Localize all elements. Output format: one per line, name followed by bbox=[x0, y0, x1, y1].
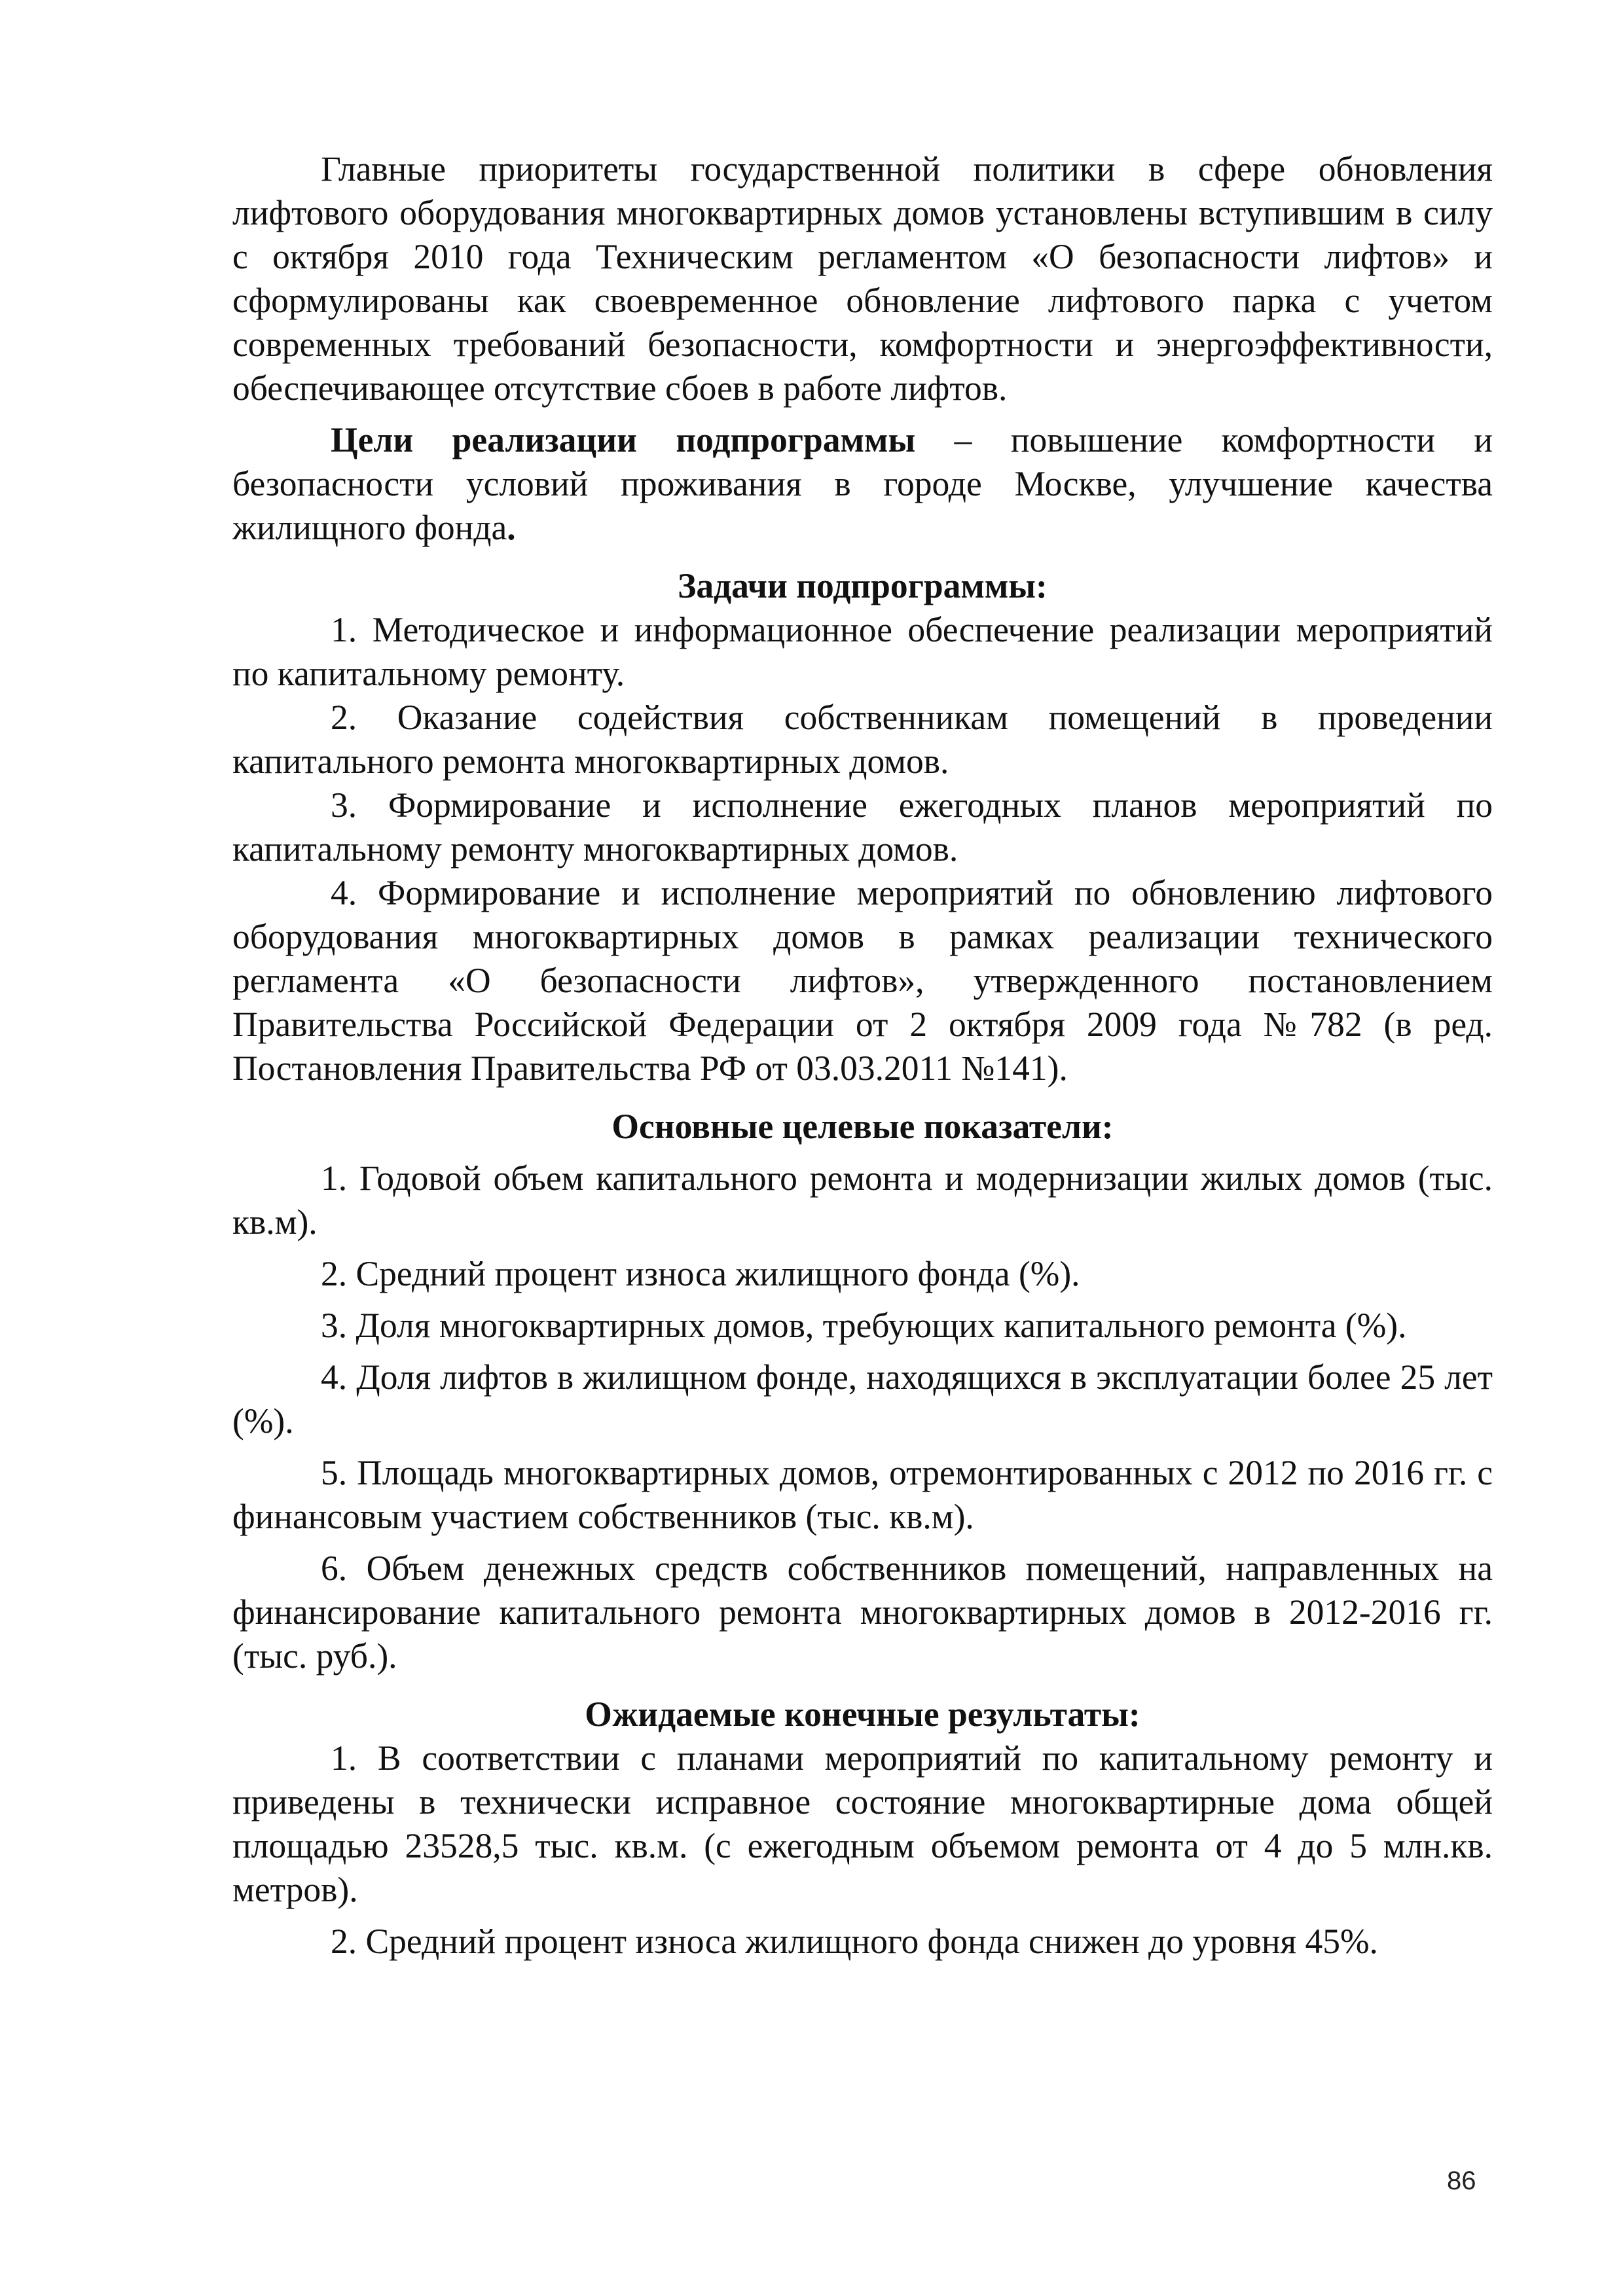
task-item-3: 3. Формирование и исполнение ежегодных планов мероприятий по капитальному ремонту многоквартирных домов. bbox=[232, 785, 1493, 869]
goals-label: Цели реализации подпрограммы bbox=[331, 420, 916, 459]
goals-paragraph bbox=[232, 418, 1493, 550]
task-item-1: 1. Методическое и информационное обеспечение реализации мероприятий по капитальному ремонту. bbox=[232, 610, 1493, 693]
goals-text: – повышение комфортности и безопасности условий проживания в городе Москве, улучшение качества жилищного фонда bbox=[232, 420, 1493, 547]
task-item-2: 2. Оказание содействия собственникам помещений в проведении капитального ремонта многоквартирных домов. bbox=[232, 698, 1493, 781]
document-body bbox=[232, 147, 1493, 1964]
result-item-2: 2. Средний процент износа жилищного фонда снижен до уровня 45%. bbox=[331, 1922, 1378, 1961]
indicator-item-5: 5. Площадь многоквартирных домов, отремонтированных с 2012 по 2016 гг. с финансовым участием собственников (тыс. кв.м). bbox=[232, 1453, 1493, 1536]
indicator-item-3: 3. Доля многоквартирных домов, требующих капитального ремонта (%). bbox=[321, 1306, 1407, 1345]
tasks-list bbox=[232, 608, 1493, 1090]
goals-end-mark: . bbox=[507, 508, 516, 547]
results-list bbox=[232, 1736, 1493, 1964]
result-item-1: 1. В соответствии с планами мероприятий по капитальному ремонту и приведены в технически исправное состояние многоквартирные дома общей площадью 23528,5 тыс. кв.м. (с ежегодным объемом ремонта от 4 до 5 млн.кв. метров). bbox=[232, 1738, 1493, 1909]
indicator-item-1: 1. Годовой объем капитального ремонта и модернизации жилых домов (тыс. кв.м). bbox=[232, 1158, 1493, 1242]
tasks-heading: Задачи подпрограммы: bbox=[678, 566, 1048, 605]
indicators-heading: Основные целевые показатели: bbox=[611, 1107, 1114, 1146]
intro-paragraph: Главные приоритеты государственной политики в сфере обновления лифтового оборудования многоквартирных домов установлены вступившим в силу с октября 2010 года Техническим регламентом «О безопасности лифтов» и сформулированы как своевременное обновление лифтового парка с учетом современных требований безопасности, комфортности и энергоэффективности, обеспечивающее отсутствие сбоев в работе лифтов. bbox=[232, 149, 1493, 408]
task-item-4: 4. Формирование и исполнение мероприятий по обновлению лифтового оборудования многоквартирных домов в рамках реализации технического регламента «О безопасности лифтов», утвержденного постановлением Правительства Российской Федерации от 2 октября 2009 года №782 (в ред. Постановления Правительства РФ от 03.03.2011 №141). bbox=[232, 873, 1493, 1088]
indicator-item-6: 6. Объем денежных средств собственников помещений, направленных на финансирование капитального ремонта многоквартирных домов в 2012-2016 гг. (тыс. руб.). bbox=[232, 1549, 1493, 1676]
page-number: 86 bbox=[1447, 2166, 1476, 2195]
indicator-item-2: 2. Средний процент износа жилищного фонда (%). bbox=[321, 1254, 1080, 1293]
indicators-list bbox=[232, 1157, 1493, 1678]
results-heading: Ожидаемые конечные результаты: bbox=[585, 1695, 1140, 1734]
indicator-item-4: 4. Доля лифтов в жилищном фонде, находящихся в эксплуатации более 25 лет (%). bbox=[232, 1357, 1493, 1441]
